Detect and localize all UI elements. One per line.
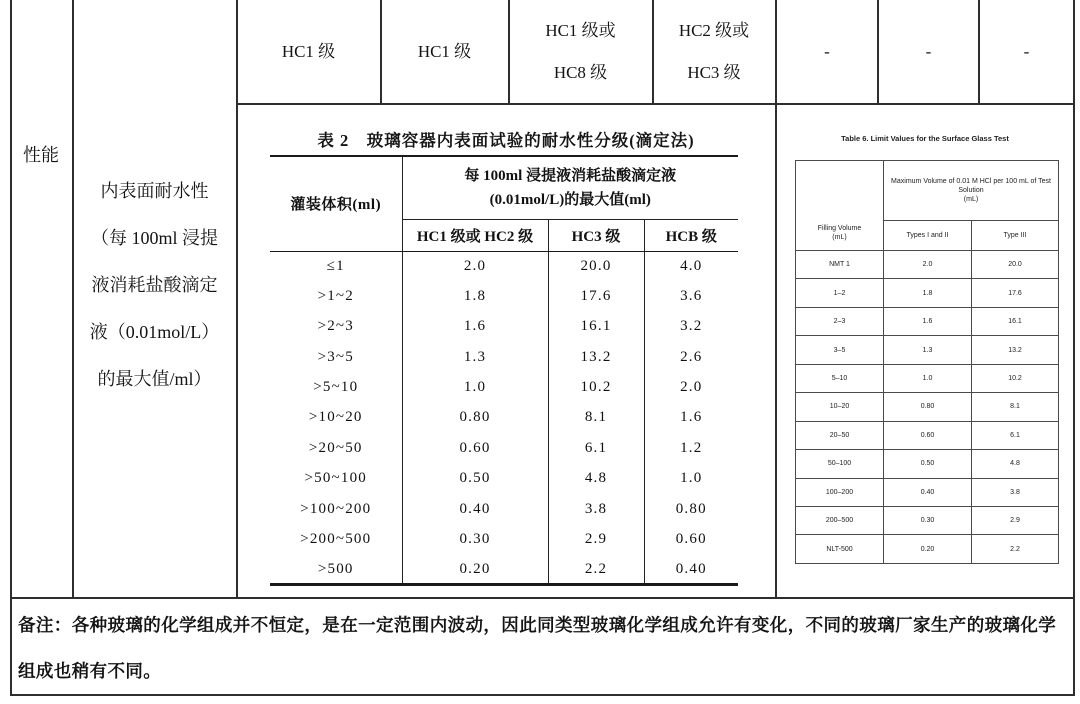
en-cell: 2.0: [884, 251, 972, 279]
outer-right-border: [1073, 0, 1075, 694]
en-cell: 2.2: [972, 535, 1059, 563]
grade-cell: [509, 0, 652, 103]
en-cell: 50–100: [796, 450, 884, 478]
en-cell: 0.80: [884, 393, 972, 421]
en-cell: 0.50: [884, 450, 972, 478]
cn-merged-header: [402, 156, 738, 219]
en-cell: 2–3: [796, 307, 884, 335]
en-table-row: [796, 336, 1059, 364]
en-cell: 8.1: [972, 393, 1059, 421]
cn-cell: 1.3: [402, 342, 548, 372]
cn-cell: 0.80: [402, 403, 548, 433]
en-table-row: [796, 421, 1059, 449]
en-cell: 100–200: [796, 478, 884, 506]
cn-subheader: HC3 级: [548, 219, 644, 251]
cn-cell: 8.1: [548, 403, 644, 433]
cn-cell: >500: [270, 555, 402, 585]
en-merged-header-line: (mL): [963, 196, 979, 203]
cn-filling-volume-header: 灌装体积(ml): [270, 156, 402, 251]
cn-cell: 1.0: [402, 372, 548, 402]
grade-value: HC2 级或: [678, 20, 750, 40]
footnote: [18, 598, 1066, 694]
grade-value: HC8 级: [553, 62, 608, 82]
en-cell: 2.9: [972, 506, 1059, 534]
cn-cell: 0.50: [402, 464, 548, 494]
en-cell: 3–5: [796, 336, 884, 364]
en-header-line: (mL): [832, 234, 847, 241]
cn-cell: >200~500: [270, 524, 402, 554]
property-line: 内表面耐水性: [100, 181, 209, 201]
en-cell: 20.0: [972, 251, 1059, 279]
cn-cell: >3~5: [270, 342, 402, 372]
cn-cell: 1.0: [680, 470, 703, 487]
en-merged-header: [884, 161, 1059, 221]
cn-cell: 2.2: [548, 555, 644, 585]
property-line: 液消耗盐酸滴定: [91, 275, 218, 295]
cn-cell: 0.80: [675, 500, 707, 517]
en-cell: 17.6: [972, 279, 1059, 307]
cn-water-resistance-table: [270, 155, 738, 586]
cn-cell: >5~10: [270, 372, 402, 402]
en-cell: 0.60: [884, 421, 972, 449]
cn-table-row: [270, 494, 738, 524]
en-table-row: [796, 506, 1059, 534]
en-cell: 10.2: [972, 364, 1059, 392]
en-table-row: [796, 478, 1059, 506]
cn-cell: 17.6: [548, 281, 644, 311]
grade-value: -: [925, 41, 932, 61]
en-table-row: [796, 535, 1059, 563]
row-header-performance: 性能: [23, 145, 59, 165]
cn-cell: 0.60: [402, 433, 548, 463]
en-merged-header-line: Solution: [958, 187, 984, 194]
en-table-row: [796, 364, 1059, 392]
en-cell: 16.1: [972, 307, 1059, 335]
en-filling-volume-header: [796, 161, 884, 251]
en-subheader: Types I and II: [884, 221, 972, 251]
cn-cell: ≤1: [270, 251, 402, 281]
cn-header-row: [270, 156, 738, 219]
en-cell: 5–10: [796, 364, 884, 392]
cn-table-row: [270, 403, 738, 433]
en-header-line: Filling Volume: [817, 225, 862, 232]
outer-left-border: [10, 0, 12, 694]
cn-cell: 4.8: [548, 464, 644, 494]
en-table-row: [796, 450, 1059, 478]
en-subheader: Type III: [972, 221, 1059, 251]
grade-value: HC3 级: [687, 62, 741, 82]
en-table-row: [796, 393, 1059, 421]
grade-cell: [237, 0, 380, 103]
cn-table-row: [270, 342, 738, 372]
cn-table-row: [270, 555, 738, 585]
cn-cell: 1.8: [402, 281, 548, 311]
grade-value: HC1 级或: [545, 20, 616, 40]
en-cell: NMT 1: [796, 251, 884, 279]
en-cell: 0.40: [884, 478, 972, 506]
cn-cell: 0.60: [675, 530, 707, 547]
en-cell: 3.8: [972, 478, 1059, 506]
grade-value: -: [824, 41, 830, 61]
cn-cell: 10.2: [548, 372, 644, 402]
en-cell: 4.8: [972, 450, 1059, 478]
grade-cell: [653, 0, 775, 103]
grade-cell: [879, 0, 978, 103]
en-cell: 13.2: [972, 336, 1059, 364]
en-cell: 200–500: [796, 506, 884, 534]
cn-cell: >2~3: [270, 312, 402, 342]
cn-subheader: HCB 级: [644, 219, 738, 251]
cn-cell: 1.6: [402, 312, 548, 342]
footnote-line: 组成也稍有不同。: [18, 661, 162, 681]
outer-bottom-border: [10, 694, 1075, 696]
en-cell: 1–2: [796, 279, 884, 307]
cn-cell: 0.30: [402, 524, 548, 554]
cn-cell: 2.0: [402, 251, 548, 281]
cn-cell: >20~50: [270, 433, 402, 463]
en-table-title: Table 6. Limit Values for the Surface Glass Test: [841, 134, 1009, 143]
property-line: 的最大值/ml）: [97, 369, 212, 389]
cn-cell: 20.0: [548, 251, 644, 281]
cn-cell: 13.2: [548, 342, 644, 372]
grade-cell: [777, 0, 877, 103]
cn-cell: >10~20: [270, 403, 402, 433]
cn-cell: 1.6: [680, 409, 703, 426]
cn-cell: 0.40: [675, 560, 707, 577]
cn-merged-header-line: 每 100ml 浸提液消耗盐酸滴定液: [464, 167, 677, 184]
en-table-row: [796, 279, 1059, 307]
cn-subheader: HC1 级或 HC2 级: [402, 219, 548, 251]
cn-cell: 0.20: [402, 555, 548, 585]
cn-table-row: [270, 464, 738, 494]
en-surface-glass-table: [795, 160, 1059, 564]
cn-table-row: [270, 433, 738, 463]
en-table-row: [796, 251, 1059, 279]
cn-table-row: [270, 251, 738, 281]
en-cell: 1.6: [884, 307, 972, 335]
cn-cell: 3.2: [680, 318, 703, 335]
en-cell: 10–20: [796, 393, 884, 421]
cn-cell: 4.0: [680, 257, 703, 274]
cn-table-row: [270, 312, 738, 342]
en-cell: 1.8: [884, 279, 972, 307]
cn-cell: 2.6: [680, 348, 703, 365]
grade-cell: [980, 0, 1073, 103]
grade-value: HC1 级: [417, 41, 472, 61]
cn-cell: 0.40: [402, 494, 548, 524]
cn-merged-header-line: (0.01mol/L)的最大值(ml): [489, 191, 651, 208]
property-description: [73, 168, 236, 403]
grade-value: -: [1023, 41, 1030, 61]
cn-cell: 2.9: [548, 524, 644, 554]
en-cell: 20–50: [796, 421, 884, 449]
cn-table-row: [270, 372, 738, 402]
cn-table-row: [270, 524, 738, 554]
cn-cell: 1.2: [680, 439, 703, 456]
footnote-line: 备注：各种玻璃的化学组成并不恒定，是在一定范围内波动，因此同类型玻璃化学组成允许有变化，不同的玻璃厂家生产的玻璃化学: [18, 615, 1057, 635]
cn-cell: 2.0: [680, 379, 703, 396]
cn-table-title: 表 2 玻璃容器内表面试验的耐水性分级(滴定法): [317, 131, 695, 150]
en-cell: 0.30: [884, 506, 972, 534]
cn-cell: >50~100: [270, 464, 402, 494]
cn-cell: 3.6: [680, 288, 703, 305]
cn-cell: >1~2: [270, 281, 402, 311]
en-cell: NLT-500: [796, 535, 884, 563]
property-line: （每 100ml 浸提: [90, 228, 218, 248]
property-line: 液（0.01mol/L）: [89, 322, 220, 342]
cn-cell: 6.1: [548, 433, 644, 463]
en-cell: 6.1: [972, 421, 1059, 449]
en-table-row: [796, 307, 1059, 335]
grade-row-bottom-border: [237, 103, 1073, 105]
cn-cell: 16.1: [548, 312, 644, 342]
en-cell: 1.3: [884, 336, 972, 364]
cn-cell: 3.8: [548, 494, 644, 524]
en-cell: 0.20: [884, 535, 972, 563]
en-merged-header-line: Maximum Volume of 0.01 M HCl per 100 mL of Test: [891, 178, 1051, 185]
en-cell: 1.0: [884, 364, 972, 392]
cn-cell: >100~200: [270, 494, 402, 524]
grade-value: HC1 级: [281, 41, 336, 61]
cn-table-row: [270, 281, 738, 311]
en-header-row: [796, 161, 1059, 221]
grade-cell: [381, 0, 508, 103]
